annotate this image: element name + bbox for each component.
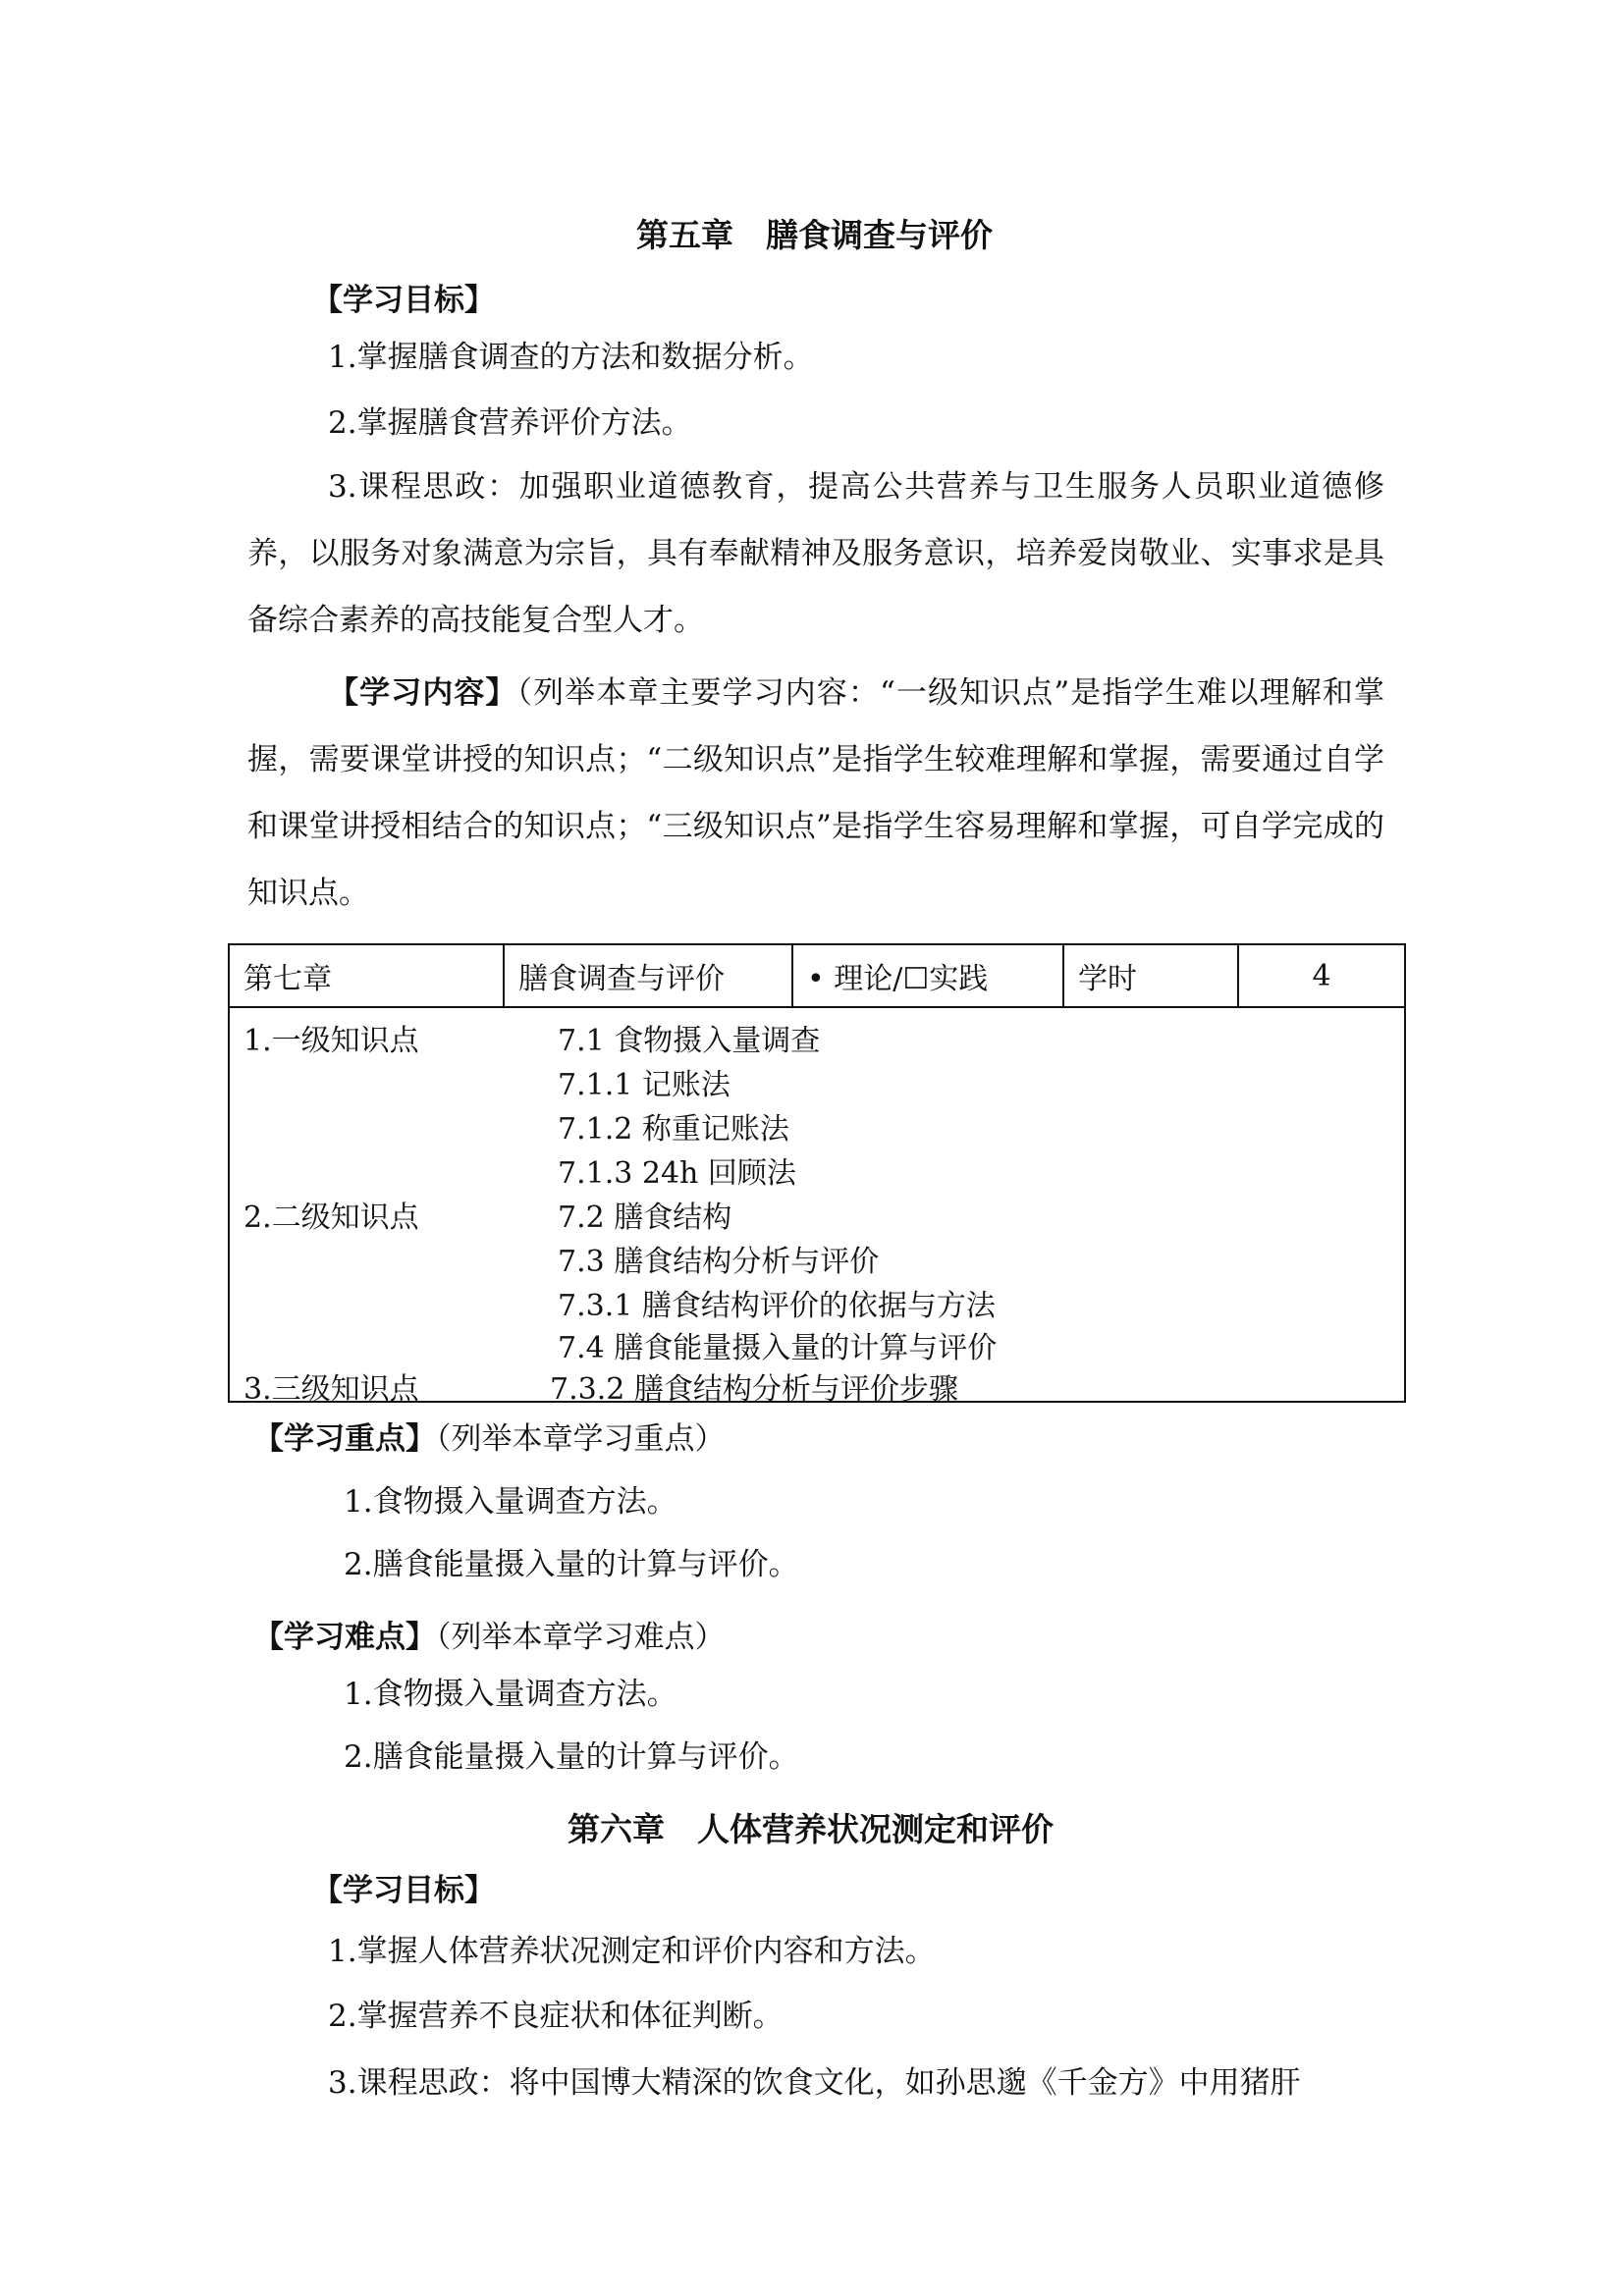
- content-paragraph: [247, 660, 1384, 927]
- level-label: 2.二级知识点: [243, 1201, 419, 1235]
- goal-item: 2.掌握营养不良症状和体征判断。: [328, 1999, 784, 2034]
- section-heading-goals-text: 【学习目标】: [312, 283, 495, 318]
- level-label: 1.一级知识点: [243, 1024, 419, 1058]
- knowledge-table-body: [228, 1006, 1406, 1407]
- section-heading-goals: [312, 275, 495, 319]
- chapter-title: 第五章 膳食调查与评价: [636, 216, 993, 254]
- goal-item: 2.掌握膳食营养评价方法。: [328, 405, 692, 441]
- goal-item: 1.掌握膳食调查的方法和数据分析。: [328, 340, 814, 375]
- section-heading-goals: [312, 1865, 495, 1909]
- section-note-key: （列举本章学习重点）: [436, 1421, 726, 1457]
- section-heading-content: 【学习内容】: [328, 675, 517, 711]
- goal-item: 3.课程思政：将中国博大精深的饮食文化，如孙思邈《千金方》中用猪肝: [328, 2065, 1301, 2101]
- section-difficult: [253, 1612, 726, 1656]
- knowledge-item: 7.1.2 称重记账法: [558, 1112, 789, 1147]
- section-heading-goals-text: 【学习目标】: [312, 1873, 495, 1908]
- knowledge-item: 7.1.3 24h 回顾法: [558, 1156, 796, 1191]
- table-cell-type: • 理论/☐实践: [792, 944, 1063, 1007]
- table-cell-hours-label: 学时: [1063, 944, 1238, 1007]
- section-key: [253, 1414, 726, 1458]
- section-heading-difficult: 【学习难点】: [253, 1620, 436, 1655]
- knowledge-item: 7.3.1 膳食结构评价的依据与方法: [558, 1289, 996, 1323]
- difficult-point-item: 1.食物摄入量调查方法。: [344, 1677, 677, 1712]
- table-cell-hours-value: 4: [1238, 944, 1405, 1007]
- table-cell-topic: 膳食调查与评价: [504, 944, 792, 1007]
- content-description: （列举本章主要学习内容：“一级知识点”是指学生难以理解和掌握，需要课堂讲授的知识点；“二级知识点”是指学生较难理解和掌握，需要通过自学和课堂讲授相结合的知识点；“三级知识点”是指学生容易理解和掌握，可自学完成的知识点。: [247, 675, 1384, 911]
- knowledge-table: [228, 943, 1406, 1008]
- table-header-row: [229, 944, 1405, 1007]
- level-label: 3.三级知识点: [243, 1372, 419, 1407]
- key-point-item: 2.膳食能量摄入量的计算与评价。: [344, 1547, 799, 1582]
- knowledge-item: 7.1.1 记账法: [558, 1068, 730, 1102]
- knowledge-item: 7.2 膳食结构: [558, 1201, 732, 1235]
- goal-item: 1.掌握人体营养状况测定和评价内容和方法。: [328, 1934, 936, 1969]
- knowledge-item: 7.4 膳食能量摄入量的计算与评价: [558, 1331, 998, 1365]
- section-heading-key: 【学习重点】: [253, 1421, 436, 1457]
- knowledge-item: 7.3.2 膳食结构分析与评价步骤: [550, 1372, 958, 1407]
- difficult-point-item: 2.膳食能量摄入量的计算与评价。: [344, 1739, 799, 1775]
- knowledge-item: 7.3 膳食结构分析与评价: [558, 1245, 880, 1279]
- knowledge-item: 7.1 食物摄入量调查: [558, 1024, 821, 1058]
- key-point-item: 1.食物摄入量调查方法。: [344, 1484, 677, 1520]
- chapter-title: 第六章 人体营养状况测定和评价: [568, 1810, 1054, 1848]
- goal-item-ideology: 3.课程思政：加强职业道德教育，提高公共营养与卫生服务人员职业道德修养，以服务对象满意为宗旨，具有奉献精神及服务意识，培养爱岗敬业、实事求是具备综合素养的高技能复合型人才。: [247, 469, 1384, 638]
- section-note-difficult: （列举本章学习难点）: [436, 1620, 726, 1655]
- table-cell-chapter: 第七章: [229, 944, 504, 1007]
